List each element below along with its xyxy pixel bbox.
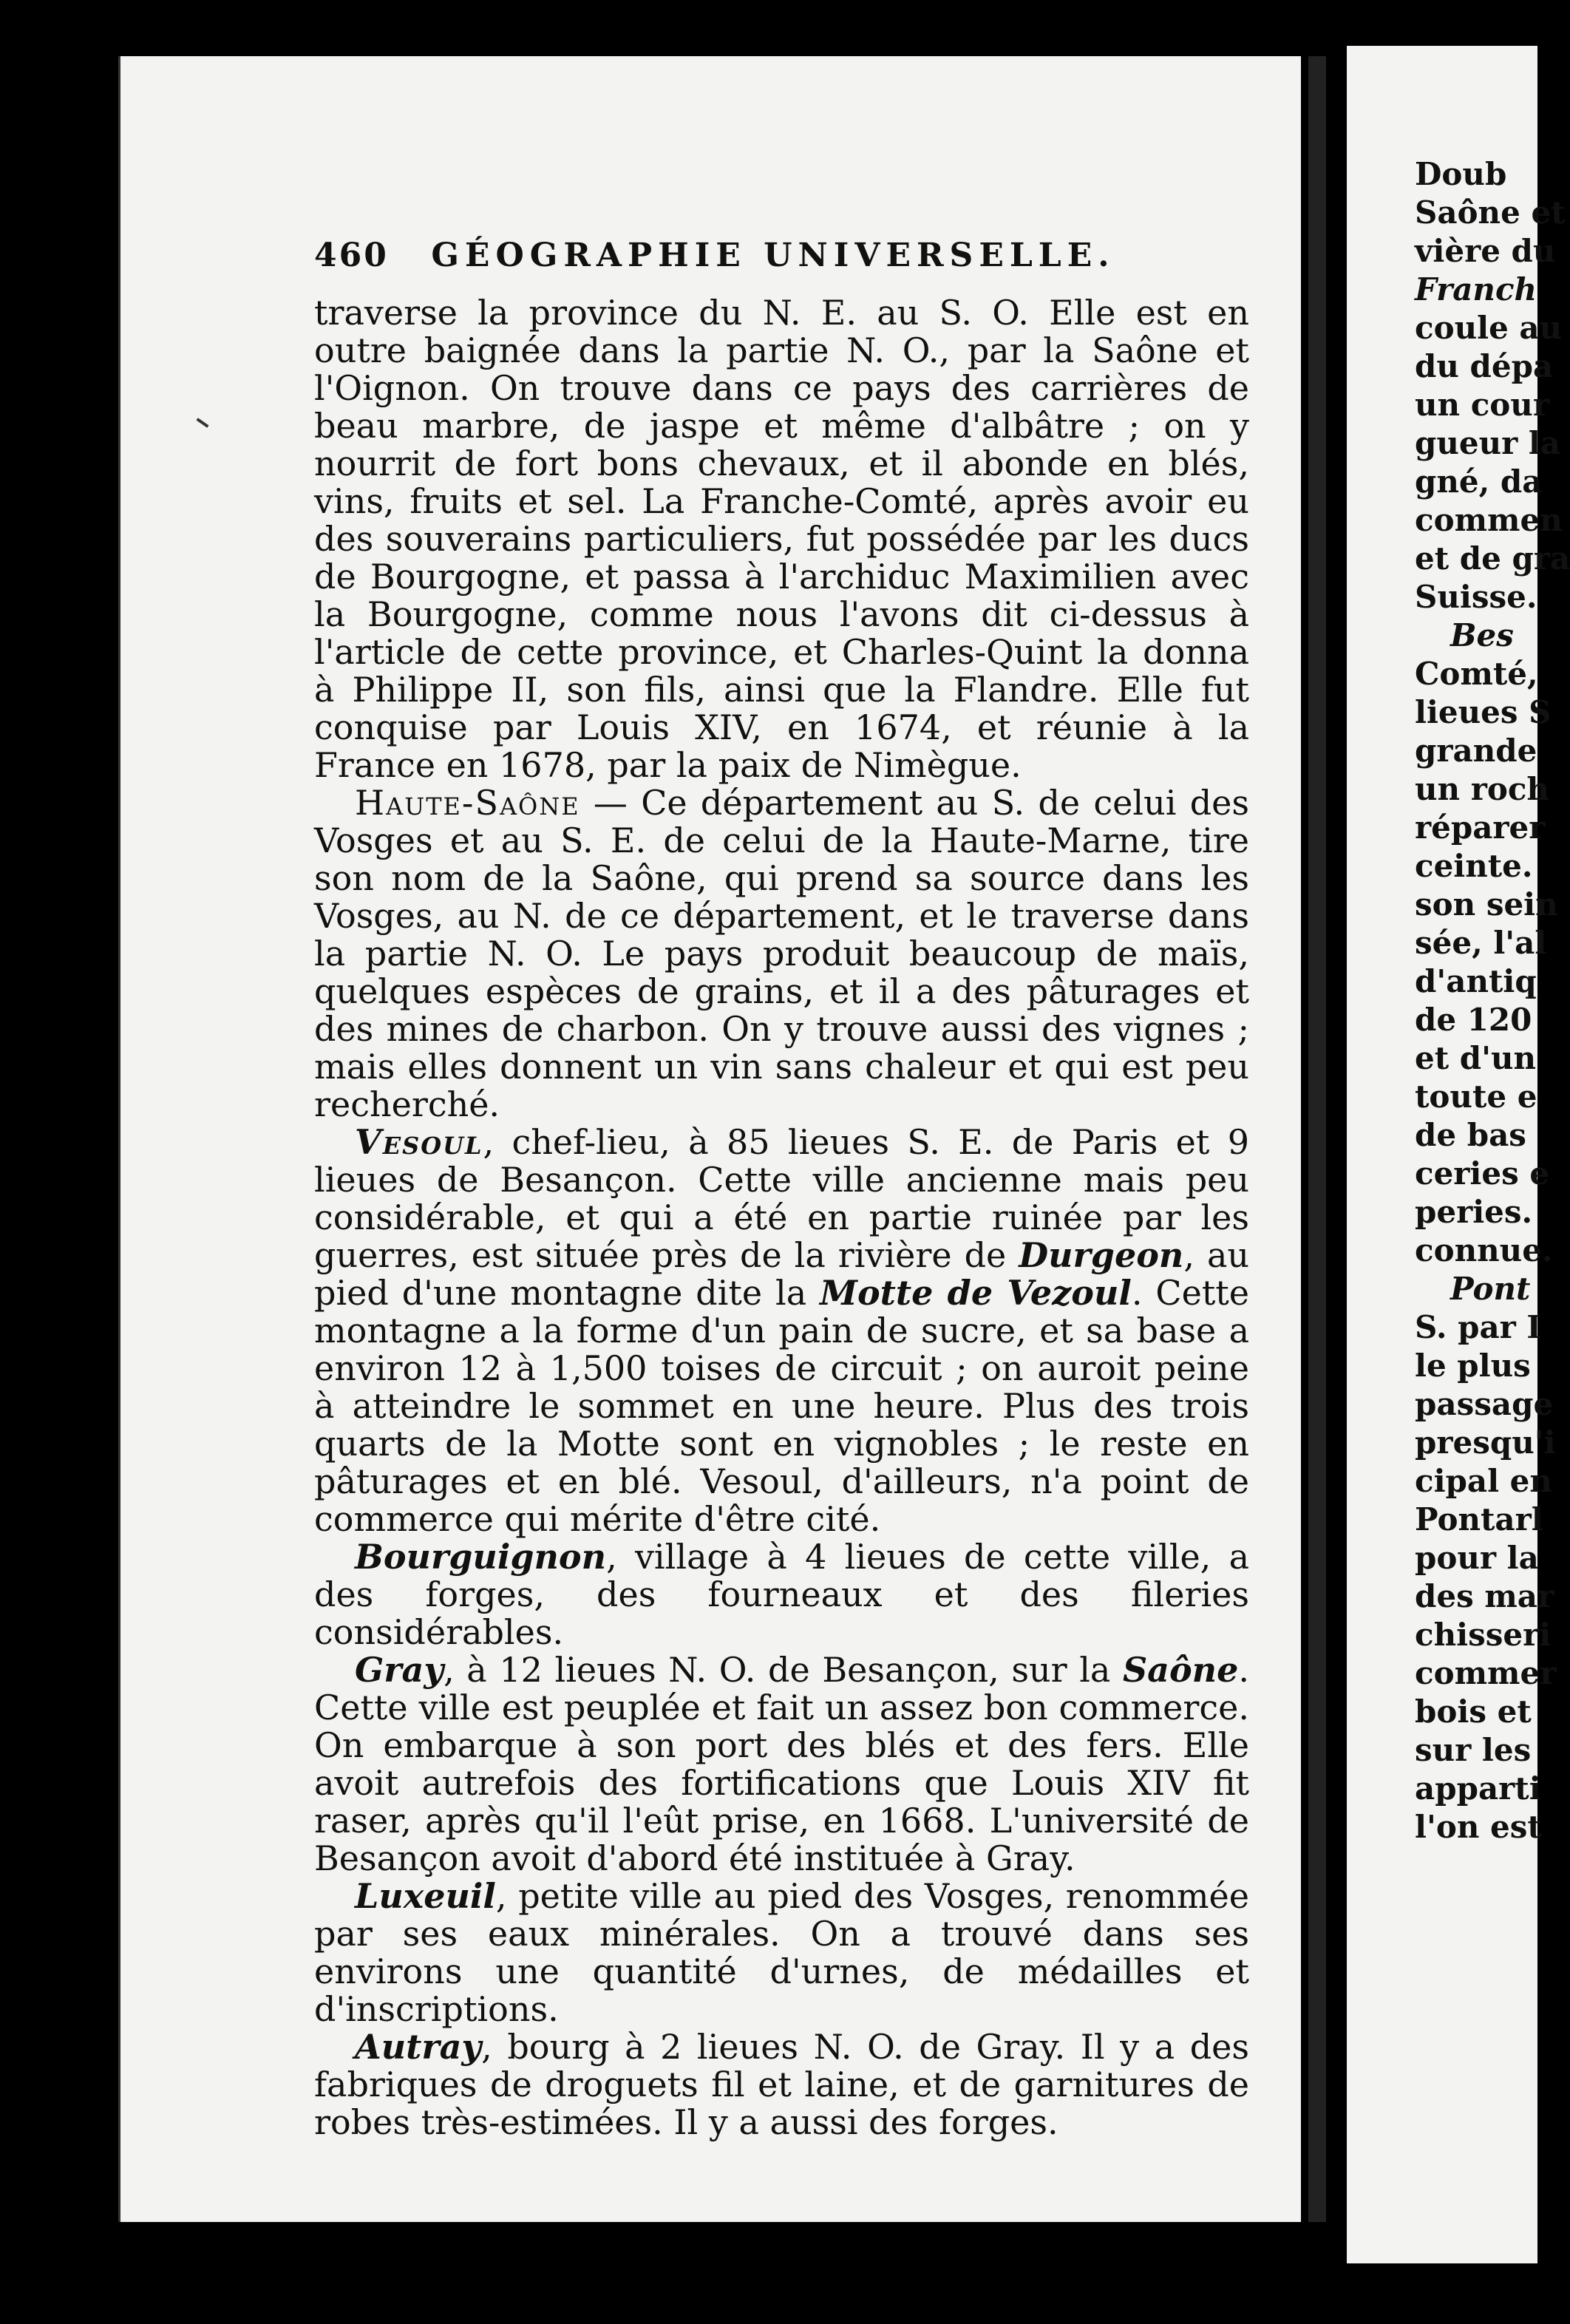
paragraph-text: , bourg à 2 lieues N. O. de Gray. Il y a des fabriques de droguets fil et laine, et de garnitures de robes très-estimées. Il y a aussi des forges. [314, 2027, 1249, 2142]
next-page-line: gueur la [1415, 425, 1561, 461]
next-page-line: et de gra [1415, 540, 1570, 577]
next-page-line: apparti [1415, 1770, 1541, 1807]
next-page-line: Bes [1450, 617, 1514, 653]
paragraph-text: , chef-lieu, à 85 lieues S. E. de Paris et 9 lieues de Besançon. Cette ville ancienne mais peu considérable, et qui a été en partie ruinée par les guerres, est située près de la rivière de [314, 1122, 1249, 1275]
next-page-line: d'antiq [1415, 963, 1537, 999]
next-page-line: Doub [1415, 156, 1507, 192]
next-page-line: un cour [1415, 387, 1549, 423]
paragraph-autray [314, 2028, 1249, 2141]
next-page-line: passage [1415, 1386, 1554, 1422]
next-page-line: gné, da [1415, 463, 1543, 500]
next-page-line: lieues S [1415, 694, 1552, 730]
next-page-line: de 120 [1415, 1002, 1532, 1038]
next-page-line: pour la [1415, 1540, 1539, 1576]
paragraph-vesoul [314, 1124, 1249, 1538]
paragraph-text: , au pied d'une montagne dite la [314, 1235, 1249, 1313]
next-page-line: vière du [1415, 233, 1556, 269]
paragraph-text: . Cette ville est peuplée et fait un assez bon commerce. On embarque à son port des blés et des fers. Elle avoit autrefois des fortifications que Louis XIV fit raser, après qu'il l'eût prise, en 1668. L'université de Besançon avoit d'abord été instituée à Gray. [314, 1650, 1249, 1878]
paragraph-text: — Ce département au S. de celui des Vosges et au S. E. de celui de la Haute-Marne, tire son nom de la Saône, qui prend sa source dans les Vosges, au N. de ce département, et le traverse dans la partie N. O. Le pays produit beaucoup de maïs, quelques espèces de grains, et il a des pâturages et des mines de charbon. On y trouve aussi des vignes ; mais elles donnent un vin sans chaleur et qui est peu recherché. [314, 783, 1249, 1124]
running-title: GÉOGRAPHIE UNIVERSELLE. [431, 237, 1115, 274]
next-page-line: du dépa [1415, 348, 1554, 384]
next-page-line: Suisse. [1415, 579, 1537, 615]
next-page-line: Comté, [1415, 656, 1538, 692]
next-page-line: chisseri [1415, 1617, 1552, 1653]
body-text [314, 294, 1249, 2141]
page-header [314, 237, 1275, 278]
next-page-line: des mar [1415, 1578, 1554, 1614]
next-page-line: cipal en [1415, 1463, 1552, 1499]
page-gutter [1308, 56, 1326, 2222]
next-page-line: réparer [1415, 809, 1546, 846]
next-page-line: presqu'i [1415, 1424, 1556, 1461]
next-page-line: sée, l'al [1415, 925, 1547, 961]
place-name: Saône [1122, 1650, 1239, 1690]
place-name: Durgeon [1019, 1235, 1184, 1275]
paragraph-haute-saone [314, 784, 1249, 1124]
section-heading: Haute-Saône [355, 783, 580, 823]
next-page-line: connue. [1415, 1232, 1553, 1268]
next-page-line: et d'un [1415, 1040, 1537, 1076]
next-page-line: Pontarl [1415, 1501, 1543, 1538]
paragraph-text: , petite ville au pied des Vosges, renommée par ses eaux minérales. On a trouvé dans ses environs une quantité d'urnes, de médailles et d'inscriptions. [314, 1876, 1249, 2029]
place-name: Motte de Vezoul [820, 1273, 1132, 1313]
next-page-line: S. par I [1415, 1309, 1542, 1345]
next-page-line: son sein [1415, 886, 1558, 923]
place-name: Luxeuil [355, 1876, 496, 1916]
next-page-line: Pont [1450, 1271, 1531, 1307]
next-page-line: toute e [1415, 1078, 1537, 1115]
next-page-line: ceinte. [1415, 848, 1533, 884]
book-page-right-partial [1347, 46, 1570, 2263]
next-page-line: ceries e [1415, 1155, 1550, 1192]
place-name: Vesoul [355, 1122, 483, 1162]
next-page-line: grande [1415, 733, 1537, 769]
next-page-line: sur les [1415, 1732, 1532, 1768]
next-page-line: commer [1415, 1655, 1557, 1691]
place-name: Gray [355, 1650, 444, 1690]
place-name: Autray [355, 2027, 482, 2067]
next-page-line: le plus [1415, 1348, 1531, 1384]
paragraph-franche-comte: traverse la province du N. E. au S. O. Elle est en outre baignée dans la partie N. O., par la Saône et l'Oignon. On trouve dans ce pays des carrières de beau marbre, de jaspe et même d'albâtre ; on y nourrit de fort bons chevaux, et il abonde en blés, vins, fruits et sel. La Franche-Comté, après avoir eu des souverains particuliers, fut possédée par les ducs de Bourgogne, et passa à l'archiduc Maximilien avec la Bourgogne, comme nous l'avons dit ci-dessus à l'article de cette province, et Charles-Quint la donna à Philippe II, son fils, ainsi que la Flandre. Elle fut conquise par Louis XIV, en 1674, et réunie à la France en 1678, par la paix de Nimègue. [314, 293, 1249, 785]
next-page-line: l'on est [1415, 1809, 1542, 1845]
next-page-line: de bas [1415, 1117, 1526, 1153]
paragraph-text: , à 12 lieues N. O. de Besançon, sur la [444, 1650, 1123, 1690]
paragraph-text: . Cette montagne a la forme d'un pain de sucre, et sa base a environ 12 à 1,500 toises de circuit ; on auroit peine à atteindre le sommet en une heure. Plus des trois quarts de la Motte sont en vignobles ; le reste en pâturages et en blé. Vesoul, d'ailleurs, n'a point de commerce qui mérite d'être cité. [314, 1273, 1250, 1539]
next-page-line: coule au [1415, 310, 1563, 346]
place-name: Bourguignon [355, 1537, 607, 1577]
next-page-line: peries. [1415, 1194, 1533, 1230]
paragraph-luxeuil [314, 1878, 1249, 2028]
next-page-line: commen [1415, 502, 1563, 538]
paragraph-bourguignon [314, 1538, 1249, 1651]
next-page-line: bois et [1415, 1693, 1532, 1730]
next-page-line: Franch [1415, 271, 1537, 308]
page-number: 460 [314, 237, 389, 274]
next-page-line: un roch [1415, 771, 1549, 807]
paragraph-text: , village à 4 lieues de cette ville, a des forges, des fourneaux et des fileries considérables. [314, 1537, 1249, 1652]
paragraph-gray [314, 1651, 1249, 1878]
next-page-line: Saône et [1415, 194, 1566, 231]
